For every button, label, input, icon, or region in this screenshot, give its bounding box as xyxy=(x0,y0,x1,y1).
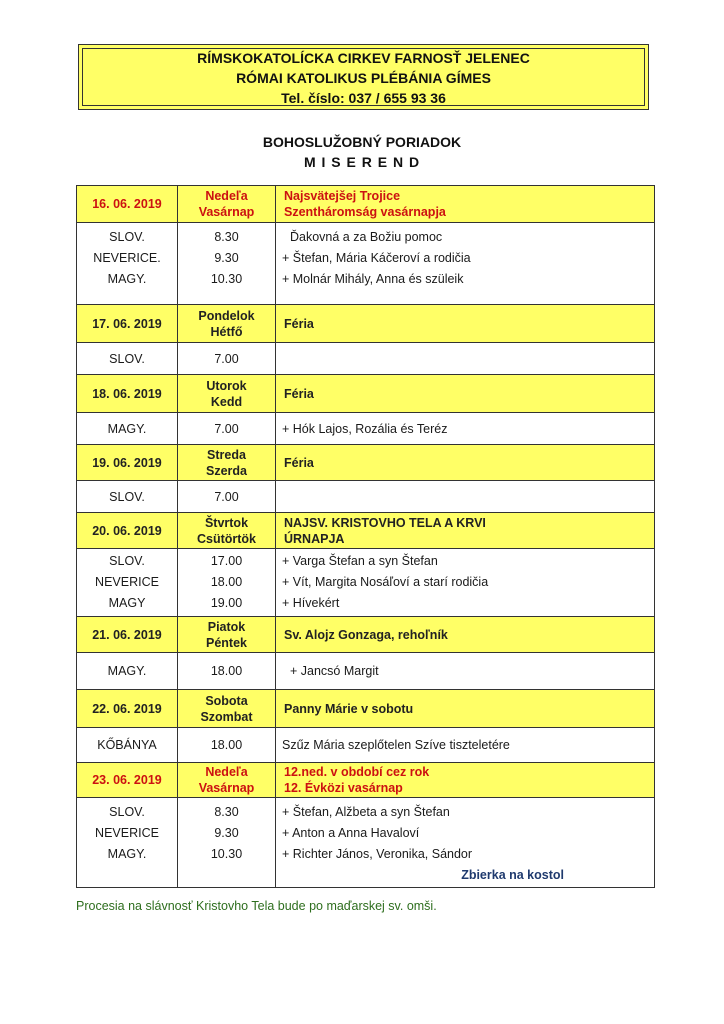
day-row xyxy=(77,513,655,549)
mass-intention xyxy=(276,343,655,375)
day-row xyxy=(77,445,655,481)
day-name-sk: Štvrtok xyxy=(204,515,249,530)
mass-schedule-table xyxy=(76,185,655,888)
day-name-sk: Streda xyxy=(207,447,246,462)
day-name-sk: Nedeľa xyxy=(205,189,248,203)
mass-time: 10.30 xyxy=(210,272,243,286)
mass-intentions xyxy=(276,549,655,617)
mass-intention: + Varga Štefan a syn Štefan xyxy=(282,554,438,568)
mass-times xyxy=(178,223,276,305)
mass-place: MAGY. xyxy=(77,653,178,690)
day-date: 22. 06. 2019 xyxy=(77,690,178,728)
mass-time: 7.00 xyxy=(178,481,276,513)
mass-place: MAGY. xyxy=(77,413,178,445)
mass-place: KŐBÁNYA xyxy=(77,728,178,763)
day-name-hu: Péntek xyxy=(206,635,247,650)
feast-name xyxy=(276,186,655,223)
day-name-hu: Vasárnap xyxy=(198,205,255,219)
mass-intention: Szűz Mária szeplőtelen Szíve tiszteletére xyxy=(276,728,655,763)
mass-places xyxy=(77,798,178,888)
mass-intention: + Jancsó Margit xyxy=(276,653,655,690)
mass-place: MAGY. xyxy=(107,847,147,861)
mass-intentions xyxy=(276,223,655,305)
day-row xyxy=(77,690,655,728)
day-name-hu: Szerda xyxy=(206,463,247,478)
mass-place: MAGY xyxy=(108,596,146,610)
day-name-hu: Csütörtök xyxy=(196,531,257,546)
day-date: 23. 06. 2019 xyxy=(77,763,178,798)
day-date: 17. 06. 2019 xyxy=(77,305,178,343)
day-row xyxy=(77,617,655,653)
mass-time: 10.30 xyxy=(210,847,243,861)
mass-place: NEVERICE xyxy=(95,575,159,589)
day-date: 21. 06. 2019 xyxy=(77,617,178,653)
feast-name xyxy=(276,513,655,549)
feast-hu: ÚRNAPJA xyxy=(284,531,345,546)
mass-place: SLOV. xyxy=(77,343,178,375)
mass-times xyxy=(178,549,276,617)
mass-place: SLOV. xyxy=(77,481,178,513)
feast-name: Féria xyxy=(276,305,655,343)
mass-time: 18.00 xyxy=(210,575,243,589)
day-name xyxy=(178,617,276,653)
day-name-sk: Pondelok xyxy=(198,308,255,323)
mass-row xyxy=(77,343,655,375)
mass-place: NEVERICE. xyxy=(93,251,161,265)
day-name-hu: Szombat xyxy=(200,709,253,724)
day-name xyxy=(178,305,276,343)
mass-intentions xyxy=(276,798,655,888)
mass-row xyxy=(77,413,655,445)
mass-place: NEVERICE xyxy=(95,826,159,840)
day-name-hu: Hétfő xyxy=(210,324,243,339)
day-row xyxy=(77,763,655,798)
mass-time: 18.00 xyxy=(178,728,276,763)
mass-time: 8.30 xyxy=(214,805,239,819)
mass-time: 9.30 xyxy=(214,826,239,840)
mass-places xyxy=(77,549,178,617)
feast-hu: Szentháromság vasárnapja xyxy=(284,205,446,219)
header-parish-hu: RÓMAI KATOLIKUS PLÉBÁNIA GÍMES xyxy=(236,70,491,86)
day-name xyxy=(178,375,276,413)
page-title: BOHOSLUŽOBNÝ PORIADOK xyxy=(262,134,462,150)
mass-intention: Ďakovná a za Božiu pomoc xyxy=(290,230,443,244)
parish-header xyxy=(78,44,649,110)
feast-name: Sv. Alojz Gonzaga, rehoľník xyxy=(276,617,655,653)
mass-intention: + Molnár Mihály, Anna és szüleik xyxy=(282,272,464,286)
mass-intention xyxy=(276,481,655,513)
feast-sk: Najsvätejšej Trojice xyxy=(284,189,401,203)
mass-time: 9.30 xyxy=(214,251,239,265)
day-name-sk: Utorok xyxy=(206,378,247,393)
feast-name: Panny Márie v sobotu xyxy=(276,690,655,728)
feast-name xyxy=(276,763,655,798)
mass-time: 19.00 xyxy=(210,596,243,610)
mass-intention: + Štefan, Mária Káčeroví a rodičia xyxy=(282,251,471,265)
mass-row xyxy=(77,653,655,690)
day-name xyxy=(178,513,276,549)
day-name-hu: Kedd xyxy=(210,394,243,409)
mass-row xyxy=(77,549,655,617)
header-parish-sk: RÍMSKOKATOLÍCKA CIRKEV FARNOSŤ JELENEC xyxy=(197,50,530,66)
feast-name: Féria xyxy=(276,445,655,481)
mass-row xyxy=(77,223,655,305)
mass-row xyxy=(77,798,655,888)
feast-sk: 12.ned. v období cez rok xyxy=(284,765,430,779)
mass-time: 7.00 xyxy=(178,343,276,375)
mass-place: SLOV. xyxy=(109,230,145,244)
mass-place: SLOV. xyxy=(109,805,145,819)
mass-place: MAGY. xyxy=(107,272,147,286)
mass-places xyxy=(77,223,178,305)
procession-footnote: Procesia na slávnosť Kristovho Tela bude po maďarskej sv. omši. xyxy=(76,899,437,913)
mass-intention: + Richter János, Veronika, Sándor xyxy=(282,847,473,861)
day-date: 16. 06. 2019 xyxy=(77,186,178,223)
day-name xyxy=(178,763,276,798)
day-name-sk: Nedeľa xyxy=(205,765,248,779)
mass-intention: + Štefan, Alžbeta a syn Štefan xyxy=(282,805,450,819)
day-name xyxy=(178,186,276,223)
mass-time: 8.30 xyxy=(214,230,239,244)
mass-time: 7.00 xyxy=(178,413,276,445)
mass-intention: + Vít, Margita Nosáľoví a starí rodičia xyxy=(282,575,489,589)
day-row xyxy=(77,375,655,413)
mass-row xyxy=(77,728,655,763)
feast-hu: 12. Évközi vasárnap xyxy=(284,781,403,795)
mass-intention: + Hívekért xyxy=(282,596,340,610)
day-date: 20. 06. 2019 xyxy=(77,513,178,549)
feast-name: Féria xyxy=(276,375,655,413)
day-name-hu: Vasárnap xyxy=(198,781,255,795)
day-name-sk: Piatok xyxy=(207,619,246,634)
day-date: 19. 06. 2019 xyxy=(77,445,178,481)
day-date: 18. 06. 2019 xyxy=(77,375,178,413)
collection-note: Zbierka na kostol xyxy=(461,868,564,882)
mass-intention: + Hók Lajos, Rozália és Teréz xyxy=(276,413,655,445)
day-name-sk: Sobota xyxy=(205,693,248,708)
day-name xyxy=(178,445,276,481)
mass-row xyxy=(77,481,655,513)
mass-time: 17.00 xyxy=(210,554,243,568)
feast-sk: NAJSV. KRISTOVHO TELA A KRVI xyxy=(284,515,486,530)
page-subtitle: M I S E R E N D xyxy=(303,154,421,170)
day-row xyxy=(77,305,655,343)
mass-times xyxy=(178,798,276,888)
day-name xyxy=(178,690,276,728)
mass-place: SLOV. xyxy=(109,554,145,568)
day-row xyxy=(77,186,655,223)
header-phone: Tel. číslo: 037 / 655 93 36 xyxy=(281,90,446,106)
mass-intention: + Anton a Anna Havaloví xyxy=(282,826,420,840)
mass-time: 18.00 xyxy=(178,653,276,690)
